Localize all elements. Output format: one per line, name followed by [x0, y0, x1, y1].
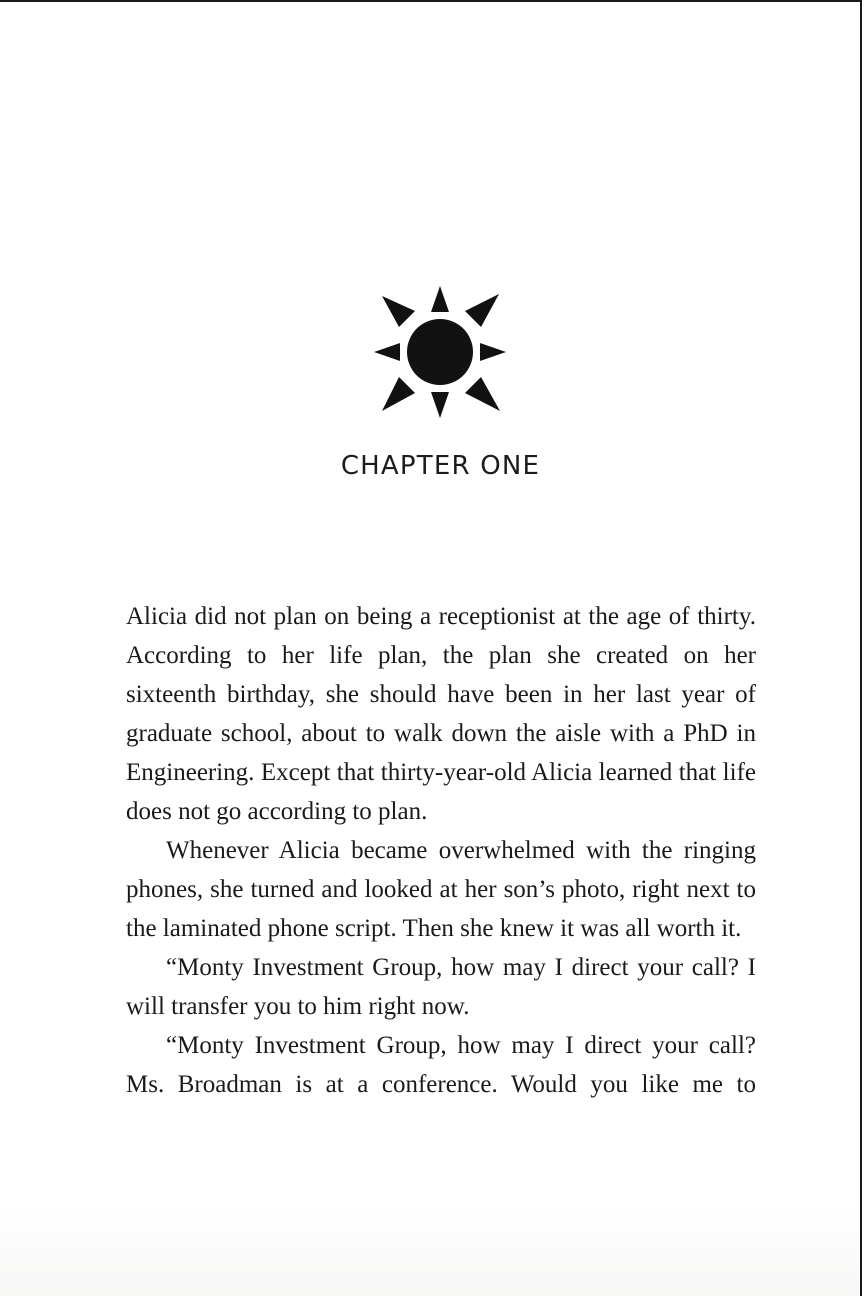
paragraph-3: “Monty Investment Group, how may I direct your call? I will transfer you to him right now. [126, 954, 756, 1020]
chapter-title: CHAPTER ONE [340, 451, 541, 481]
paragraph-2: Whenever Alicia became overwhelmed with the ringing phones, she turned and looked at her son’s photo, right next to the laminated phone script. Then she knew it was all worth it. [126, 837, 756, 942]
sun-icon [373, 286, 507, 420]
paragraph-4: “Monty Investment Group, how may I direct your call? Ms. Broadman is at a conference. Would you like me to [126, 1032, 756, 1098]
chapter-body [126, 597, 756, 1104]
paragraph-1: Alicia did not plan on being a receptionist at the age of thirty. According to her life plan, the plan she created on her sixteenth birthday, she should have been in her last year of graduate school, about to walk down the aisle with a PhD in Engineering. Except that thirty-year-old Alicia learned that life does not go according to plan. [126, 603, 756, 825]
